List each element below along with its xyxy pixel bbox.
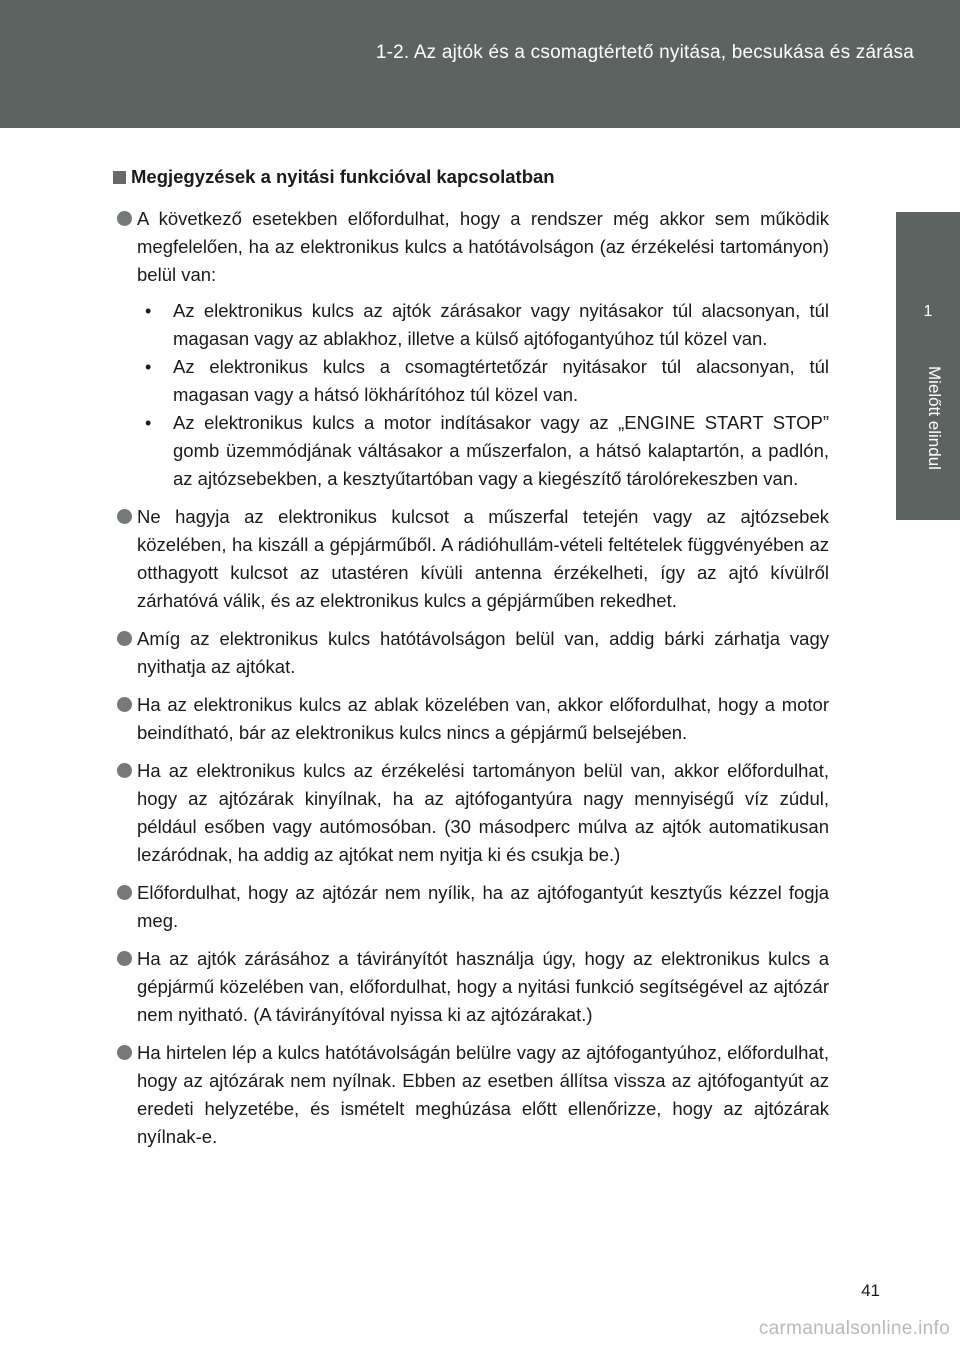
small-bullet-icon: • [145, 301, 152, 321]
section-title: Megjegyzések a nyitási funkcióval kapcsolatban [131, 166, 555, 187]
header-bar [0, 0, 960, 128]
chapter-label: Mielőtt elindul [925, 366, 944, 470]
note-text: Ha hirtelen lép a kulcs hatótávolságán belülre vagy az ajtófogantyúhoz, előfordulhat, hogy az ajtózárak nem nyílnak. Ebben az esetben állítsa vissza az ajtófogantyút az eredeti helyzetébe, és ismételt meghúzása előtt ellenőrizze, hogy az ajtózárak nyílnak-e. [137, 1042, 829, 1147]
note-text: Ha az elektronikus kulcs az ablak közelében van, akkor előfordulhat, hogy a motor beindítható, bár az elektronikus kulcs nincs a gépjármű belsejében. [137, 694, 829, 743]
small-bullet-icon: • [145, 413, 152, 433]
note-item [113, 205, 829, 493]
sub-list [116, 297, 829, 493]
note-item [113, 1039, 829, 1151]
note-item [113, 945, 829, 1029]
notes-list [113, 205, 829, 1151]
watermark: carmanualsonline.info [758, 1318, 950, 1339]
note-item [113, 879, 829, 935]
note-item [113, 757, 829, 869]
note-item [113, 691, 829, 747]
sub-item-text: Az elektronikus kulcs a motor indításakor vagy az „ENGINE START STOP” gomb üzemmódjának váltásakor a műszerfalon, a hátsó kalaptartón, a padlón, az ajtózsebekben, a kesztyűtartóban vagy a kiegészítő tárolórekeszben van. [173, 412, 829, 489]
sub-item-text: Az elektronikus kulcs az ajtók zárásakor vagy nyitásakor túl alacsonyan, túl magasan vagy az ablakhoz, illetve a külső ajtófogantyúhoz túl közel van. [173, 300, 829, 349]
note-text: Ne hagyja az elektronikus kulcsot a műszerfal tetején vagy az ajtózsebek közelében, ha kiszáll a gépjárműből. A rádióhullám-vételi feltételek függvényében az otthagyott kulcsot az utastéren kívüli antenna érzékelheti, így az ajtó kívülről zárhatóvá válik, és az elektronikus kulcs a gépjárműben rekedhet. [137, 506, 829, 611]
circle-bullet-icon [117, 885, 132, 900]
note-text: A következő esetekben előfordulhat, hogy a rendszer még akkor sem működik megfelelően, ha az elektronikus kulcs a hatótávolságon (az érzékelési tartományon) belül van: [137, 208, 829, 285]
note-item [113, 625, 829, 681]
note-text: Előfordulhat, hogy az ajtózár nem nyílik, ha az ajtófogantyút kesztyűs kézzel fogja meg. [137, 882, 829, 931]
square-bullet-icon [113, 171, 126, 184]
running-header-title: 1-2. Az ajtók és a csomagtértető nyitása, becsukása és zárása [375, 42, 914, 63]
circle-bullet-icon [117, 951, 132, 966]
circle-bullet-icon [117, 631, 132, 646]
circle-bullet-icon [117, 763, 132, 778]
page-content [113, 163, 829, 1161]
sub-list-item [137, 297, 829, 353]
circle-bullet-icon [117, 509, 132, 524]
chapter-tab [896, 212, 960, 360]
note-text: Ha az elektronikus kulcs az érzékelési tartományon belül van, akkor előfordulhat, hogy az ajtózárak kinyílnak, ha az ajtófogantyúra nagy mennyiségű víz zúdul, például esőben vagy autómosóban. (30 másodperc múlva az ajtók automatikusan lezáródnak, ha addig az ajtókat nem nyitja ki és csukja be.) [137, 760, 829, 865]
chapter-number: 1 [923, 303, 933, 320]
page-number: 41 [861, 1281, 880, 1300]
circle-bullet-icon [117, 697, 132, 712]
circle-bullet-icon [117, 1045, 132, 1060]
note-text: Ha az ajtók zárásához a távirányítót használja úgy, hogy az elektronikus kulcs a gépjármű közelében van, előfordulhat, hogy a nyitási funkció segítségével az ajtózár nem nyitható. (A távirányítóval nyissa ki az ajtózárakat.) [137, 948, 829, 1025]
section-heading [113, 163, 829, 191]
small-bullet-icon: • [145, 357, 152, 377]
note-text: Amíg az elektronikus kulcs hatótávolságon belül van, addig bárki zárhatja vagy nyithatja az ajtókat. [137, 628, 829, 677]
circle-bullet-icon [117, 211, 132, 226]
sub-list-item [137, 409, 829, 493]
sub-list-item [137, 353, 829, 409]
sub-item-text: Az elektronikus kulcs a csomagtértetőzár nyitásakor túl alacsonyan, túl magasan vagy a hátsó lökhárítóhoz túl közel van. [173, 356, 829, 405]
note-item [113, 503, 829, 615]
